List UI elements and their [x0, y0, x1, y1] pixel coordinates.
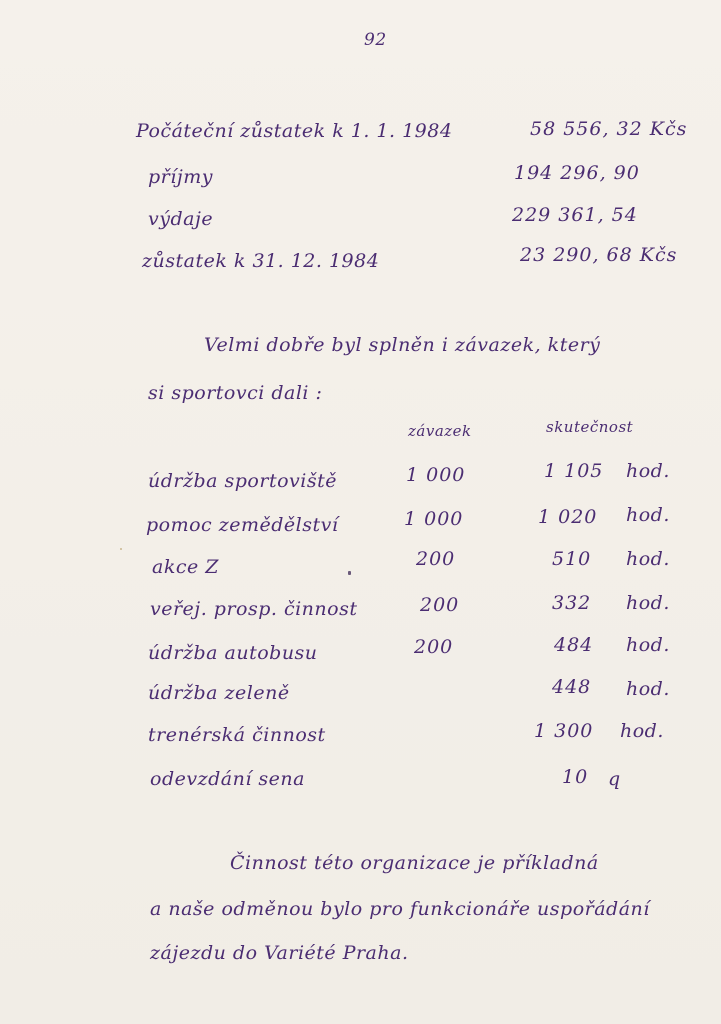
- intro-line-2: si sportovci dali :: [148, 382, 323, 404]
- balance-value-expenses: 229 361, 54: [512, 204, 638, 226]
- commitment-item: trenérská činnost: [148, 724, 326, 746]
- balance-value-income: 194 296, 90: [514, 162, 640, 184]
- commitment-item: údržba sportoviště: [148, 470, 337, 492]
- paper-speck: [120, 548, 122, 550]
- commitment-actual: 510: [552, 548, 592, 570]
- commitment-unit: hod.: [626, 504, 670, 526]
- commitment-unit: hod.: [626, 460, 670, 482]
- commitment-unit: hod.: [620, 720, 664, 742]
- balance-label-opening: Počáteční zůstatek k 1. 1. 1984: [136, 120, 453, 142]
- balance-label-expenses: výdaje: [148, 208, 214, 230]
- commitment-item: akce Z: [152, 556, 219, 578]
- commitment-pledge: 200: [414, 636, 454, 658]
- closing-line-2: a naše odměnou bylo pro funkcionáře uspořádání: [150, 898, 650, 920]
- commitment-unit: hod.: [626, 634, 670, 656]
- header-pledge: závazek: [408, 422, 472, 440]
- commitment-item: pomoc zemědělství: [146, 514, 339, 536]
- commitment-pledge: 1 000: [406, 464, 466, 486]
- commitment-unit: hod.: [626, 592, 670, 614]
- commitment-unit: hod.: [626, 678, 670, 700]
- commitment-actual: 1 300: [534, 720, 594, 742]
- page-number: 92: [364, 30, 387, 50]
- intro-line-1: Velmi dobře byl splněn i závazek, který: [204, 334, 601, 356]
- commitment-unit: q: [608, 768, 621, 790]
- commitment-pledge: 200: [420, 594, 460, 616]
- commitment-item: údržba autobusu: [148, 642, 318, 664]
- commitment-unit: hod.: [626, 548, 670, 570]
- closing-line-1: Činnost této organizace je příkladná: [230, 852, 599, 874]
- commitment-pledge: 200: [416, 548, 456, 570]
- commitment-actual: 484: [554, 634, 594, 656]
- commitment-pledge: 1 000: [404, 508, 464, 530]
- commitment-actual: 332: [552, 592, 592, 614]
- commitment-actual: 1 105: [544, 460, 604, 482]
- ink-speck: [348, 571, 351, 575]
- commitment-item: odevzdání sena: [150, 768, 305, 790]
- closing-line-3: zájezdu do Variété Praha.: [150, 942, 409, 964]
- balance-value-closing: 23 290, 68 Kčs: [520, 244, 678, 266]
- commitment-item: veřej. prosp. činnost: [150, 598, 358, 620]
- commitment-actual: 10: [562, 766, 589, 788]
- balance-label-income: příjmy: [148, 166, 213, 188]
- commitment-actual: 448: [552, 676, 592, 698]
- commitment-item: údržba zeleně: [148, 682, 290, 704]
- balance-label-closing: zůstatek k 31. 12. 1984: [142, 250, 380, 272]
- balance-value-opening: 58 556, 32 Kčs: [530, 118, 688, 140]
- commitment-actual: 1 020: [538, 506, 598, 528]
- header-actual: skutečnost: [546, 418, 634, 436]
